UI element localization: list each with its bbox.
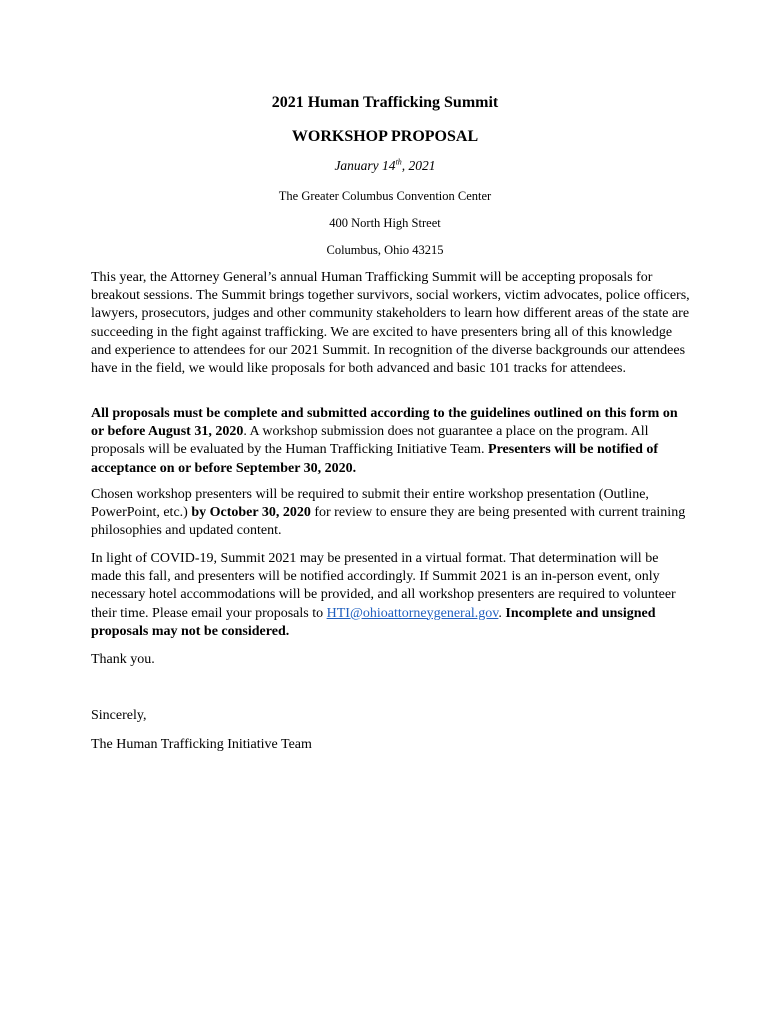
- incomplete-warning: Incomplete and unsigned proposals may not be considered.: [91, 605, 656, 639]
- presentation-text-start: Chosen workshop presenters will be required to submit their entire workshop presentation (Outline, PowerPoint, etc.): [91, 487, 649, 521]
- venue-street: 400 North High Street: [329, 216, 441, 230]
- notification-bold-text: Presenters will be notified of acceptance on or before September 30, 2020.: [91, 442, 659, 476]
- signature-line: The Human Trafficking Initiative Team: [91, 737, 312, 752]
- covid-paragraph: In light of COVID-19, Summit 2021 may be presented in a virtual format. That determination will be made this fall, and presenters will be notified accordingly. If Summit 2021 is an in-person event, only necessary hotel accommodations will be provided, and all workshop presenters are required to volunteer their time. Please email your proposals to HTI@ohioattorneygeneral.gov. Incomplete and unsigned proposals may not be considered.: [91, 551, 676, 639]
- presentation-text-end: for review to ensure they are being presented with current training philosophies and updated content.: [91, 505, 686, 539]
- deadline-bold-text: All proposals must be complete and submitted according to the guidelines outlined on this form on or before August 31, 2020: [91, 406, 678, 440]
- document-subtitle: WORKSHOP PROPOSAL: [291, 128, 479, 145]
- thank-you-line: Thank you.: [91, 652, 155, 667]
- document-title: 2021 Human Trafficking Summit: [271, 94, 499, 111]
- deadline-paragraph: [91, 405, 691, 478]
- event-date-suffix: th: [395, 157, 402, 167]
- venue-city: Columbus, Ohio 43215: [326, 243, 444, 257]
- email-link[interactable]: HTI@ohioattorneygeneral.gov: [326, 605, 499, 621]
- closing-line: Sincerely,: [91, 708, 147, 723]
- covid-text: In light of COVID-19, Summit 2021 may be presented in a virtual format. That determination will be made this fall, and presenters will be notified accordingly. If Summit 2021 is an in-person event, only necessary hotel accommodations will be provided, and all workshop presenters are required to volunteer their time. Please email your proposals to: [91, 551, 676, 621]
- presentation-paragraph: [91, 486, 691, 541]
- intro-paragraph: This year, the Attorney General’s annual Human Trafficking Summit will be accepting proposals for breakout sessions. The Summit brings together survivors, social workers, victim advocates, police officers, lawyers, prosecutors, judges and other community stakeholders to learn how different areas of the state are succeeding in the fight against trafficking. We are excited to have presenters bring all of this knowledge and experience to attendees for our 2021 Summit. In recognition of the diverse backgrounds our attendees have in the field, we would like proposals for both advanced and basic 101 tracks for attendees.: [91, 270, 690, 377]
- event-date-year: , 2021: [401, 158, 436, 173]
- event-date-main: January 14: [334, 158, 396, 173]
- event-date: [0, 158, 770, 174]
- presentation-deadline: by October 30, 2020: [191, 505, 311, 521]
- venue-name: The Greater Columbus Convention Center: [278, 189, 492, 203]
- deadline-text: . A workshop submission does not guarantee a place on the program. All proposals will be evaluated by the Human Trafficking Initiative Team.: [91, 424, 649, 458]
